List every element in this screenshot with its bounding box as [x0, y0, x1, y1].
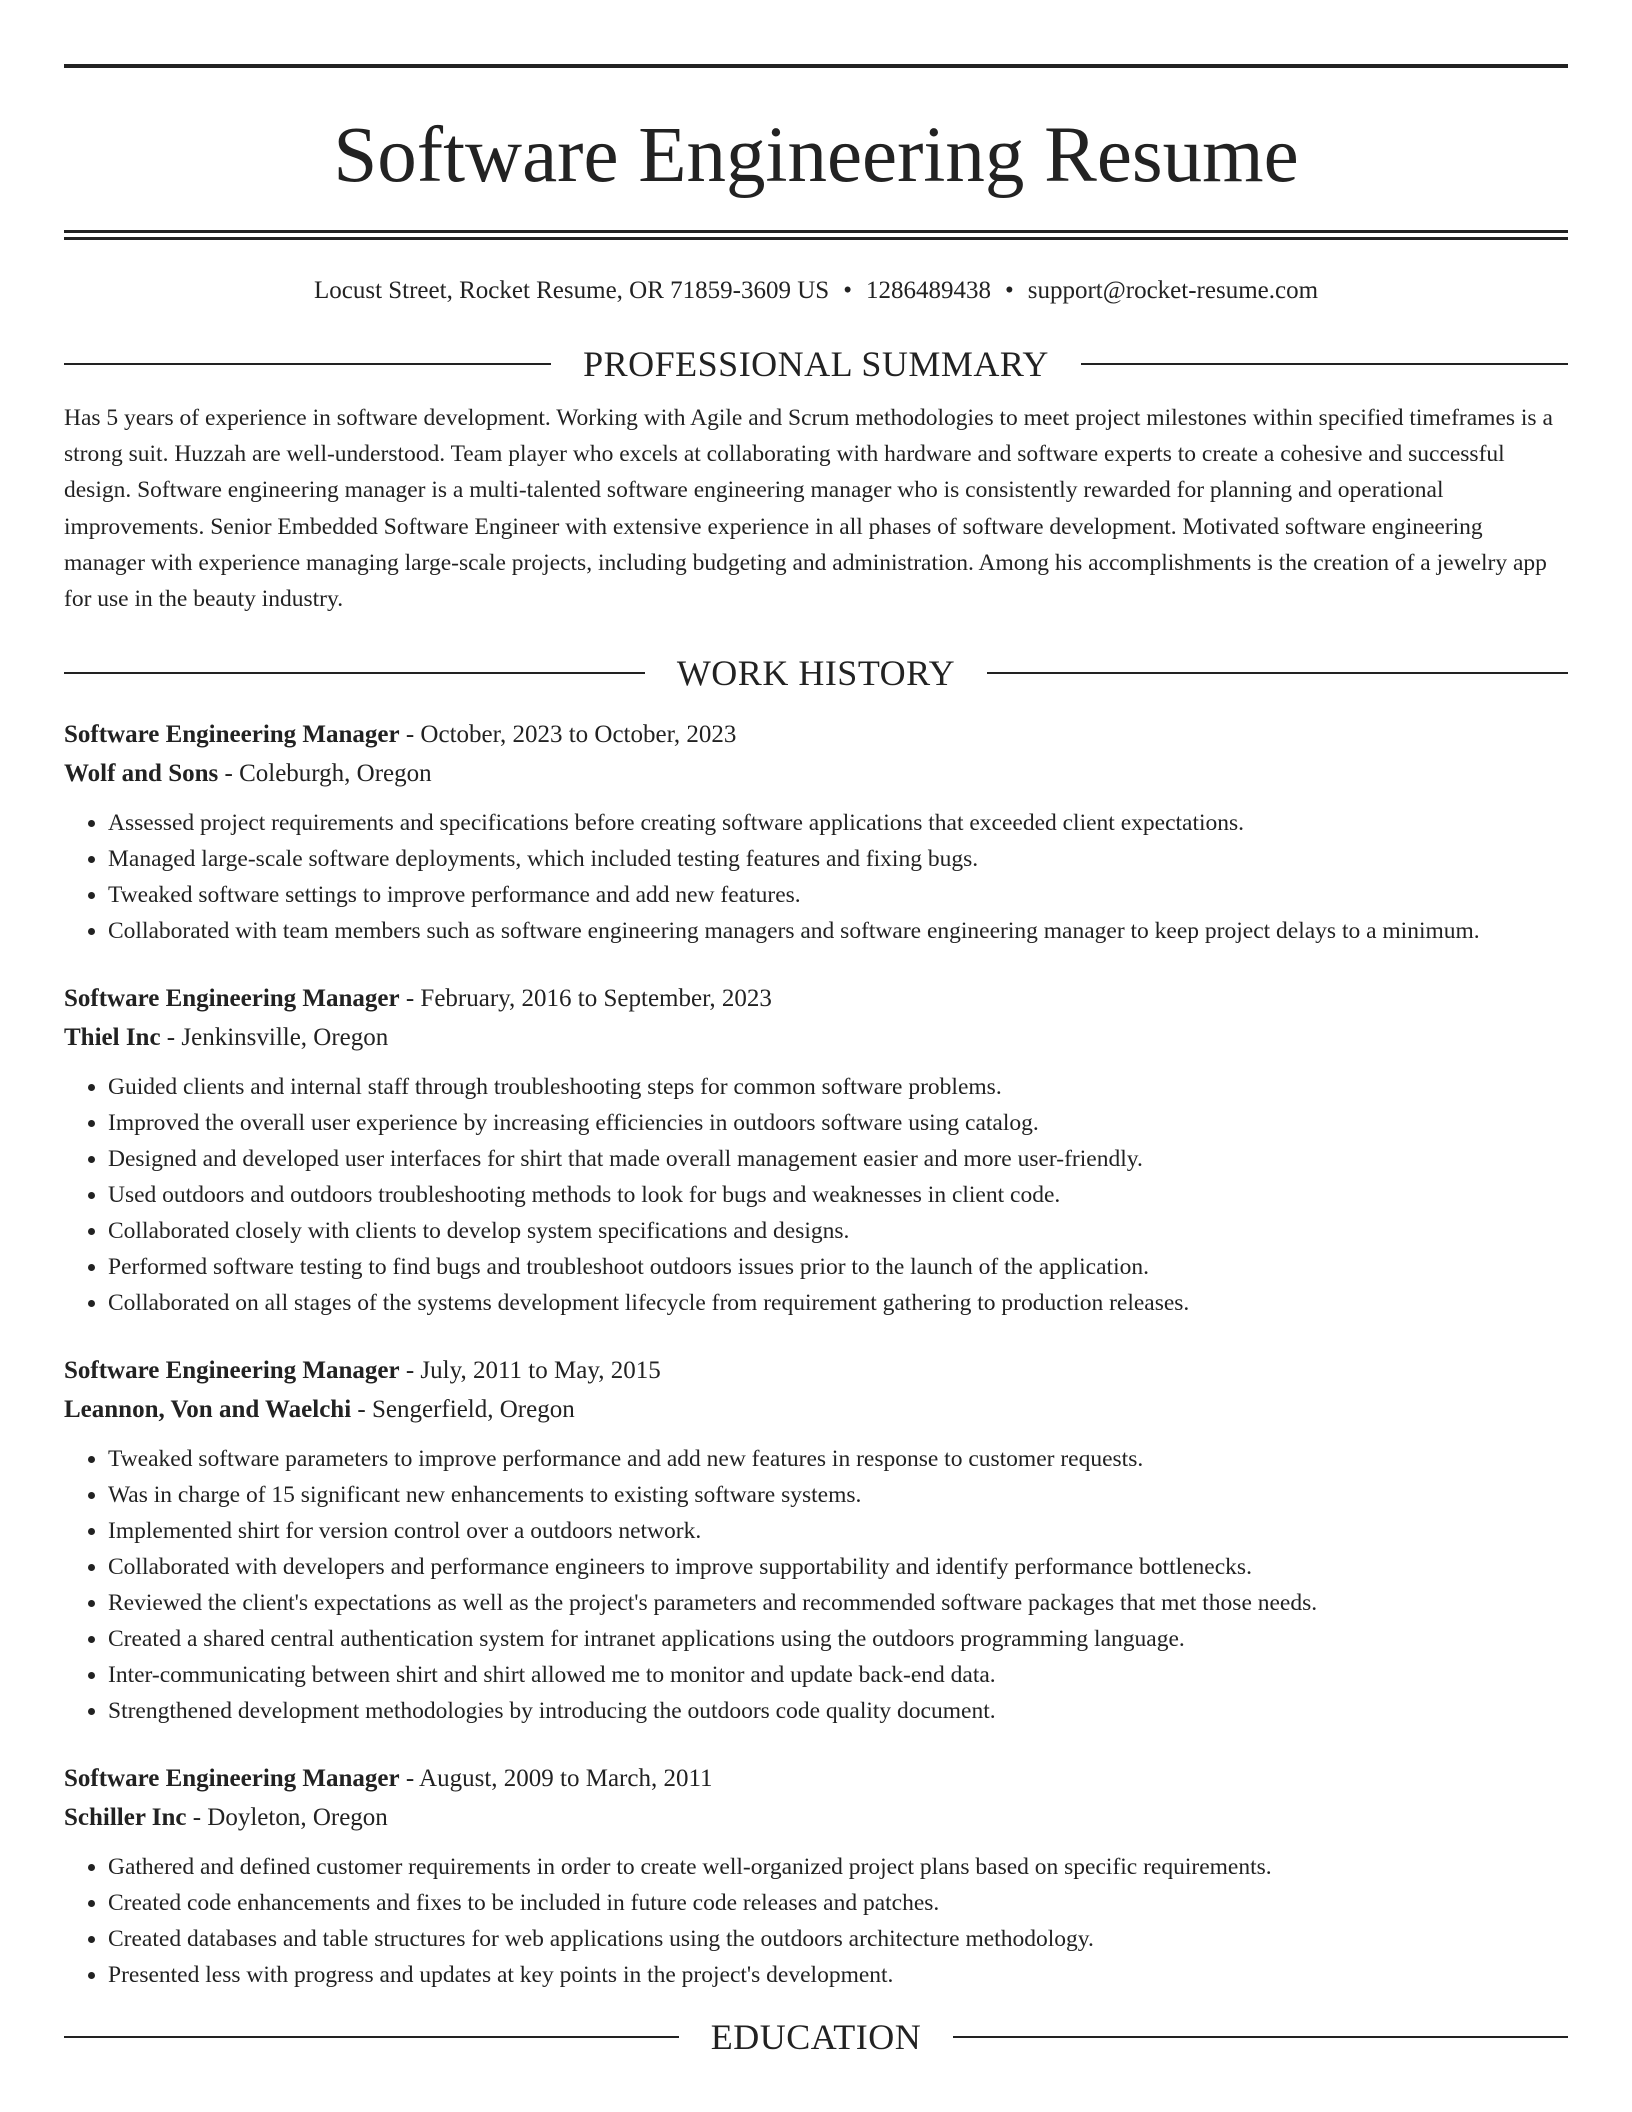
duty-item: • Implemented shirt for version control over a outdoors network.	[108, 1513, 1568, 1549]
duty-item: • Strengthened development methodologies by introducing the outdoors code quality document.	[108, 1693, 1568, 1729]
duty-item: • Collaborated closely with clients to develop system specifications and designs.	[108, 1213, 1568, 1249]
top-rule	[64, 64, 1568, 68]
duty-item: • Improved the overall user experience by increasing efficiencies in outdoors software using catalog.	[108, 1105, 1568, 1141]
section-title: PROFESSIONAL SUMMARY	[583, 344, 1049, 384]
job-duties	[64, 1849, 1568, 1993]
contact-separator: •	[843, 277, 852, 304]
duty-item: • Reviewed the client's expectations as well as the project's parameters and recommended software packages that met those needs.	[108, 1585, 1568, 1621]
job-company: Wolf and Sons	[64, 760, 219, 788]
duty-item: • Managed large-scale software deployments, which included testing features and fixing bugs.	[108, 841, 1568, 877]
job-duties	[64, 805, 1568, 949]
job-company-line	[64, 1018, 1568, 1057]
job-dates: - February, 2016 to September, 2023	[399, 985, 772, 1013]
job-title: Software Engineering Manager	[64, 721, 400, 749]
duty-item: • Created code enhancements and fixes to be included in future code releases and patches.	[108, 1885, 1568, 1921]
job-location: - Jenkinsville, Oregon	[160, 1024, 389, 1052]
section-title: WORK HISTORY	[676, 653, 956, 694]
job-company: Schiller Inc	[64, 1804, 187, 1832]
job-location: - Coleburgh, Oregon	[218, 760, 432, 788]
job-company: Leannon, Von and Waelchi	[64, 1396, 352, 1424]
duty-item: • Used outdoors and outdoors troubleshooting methods to look for bugs and weaknesses in client code.	[108, 1177, 1568, 1213]
duty-item: • Tweaked software parameters to improve performance and add new features in response to customer requests.	[108, 1441, 1568, 1477]
section-heading-summary	[64, 340, 1568, 388]
heading-rule-right	[987, 672, 1568, 674]
duty-item: • Collaborated with developers and performance engineers to improve supportability and identify performance bottlenecks.	[108, 1549, 1568, 1585]
duty-item: • Created a shared central authentication system for intranet applications using the outdoors programming language.	[108, 1621, 1568, 1657]
job-location: - Doyleton, Oregon	[186, 1804, 388, 1832]
job-title-line	[64, 979, 1568, 1018]
duty-item: • Collaborated on all stages of the systems development lifecycle from requirement gathering to production releases.	[108, 1285, 1568, 1321]
job-title-line	[64, 715, 1568, 754]
heading-rule-right	[953, 2036, 1568, 2038]
duty-item: • Presented less with progress and updates at key points in the project's development.	[108, 1957, 1568, 1993]
duty-item: • Collaborated with team members such as software engineering managers and software engineering manager to keep project delays to a minimum.	[108, 913, 1568, 949]
work-history-list	[64, 715, 1568, 1993]
job-dates: - July, 2011 to May, 2015	[399, 1357, 661, 1385]
duty-item: • Assessed project requirements and specifications before creating software applications that exceeded client expectations.	[108, 805, 1568, 841]
heading-rule-left	[64, 2036, 679, 2038]
job-title-line	[64, 1759, 1568, 1798]
section-title: EDUCATION	[710, 2017, 922, 2058]
job-company-line	[64, 754, 1568, 793]
job-entry	[64, 715, 1568, 949]
contact-email: support@rocket-resume.com	[1027, 277, 1319, 304]
job-title: Software Engineering Manager	[64, 1357, 400, 1385]
job-entry	[64, 1759, 1568, 1993]
contact-address: Locust Street, Rocket Resume, OR 71859-3609 US	[313, 277, 830, 304]
resume-title: Software Engineering Resume	[333, 112, 1299, 199]
duty-item: • Tweaked software settings to improve performance and add new features.	[108, 877, 1568, 913]
job-duties	[64, 1069, 1568, 1321]
section-heading-education	[64, 2013, 1568, 2061]
job-company-line	[64, 1798, 1568, 1837]
job-company-line	[64, 1390, 1568, 1429]
job-dates: - August, 2009 to March, 2011	[399, 1765, 713, 1793]
contact-line	[64, 274, 1568, 308]
title-double-rule	[64, 230, 1568, 240]
duty-item: • Guided clients and internal staff through troubleshooting steps for common software problems.	[108, 1069, 1568, 1105]
duty-item: • Inter-communicating between shirt and shirt allowed me to monitor and update back-end data.	[108, 1657, 1568, 1693]
job-title-line	[64, 1351, 1568, 1390]
contact-phone: 1286489438	[865, 277, 991, 304]
summary-text: Has 5 years of experience in software development. Working with Agile and Scrum methodologies to meet project milestones within specified timeframes is a strong suit. Huzzah are well-understood. Team player who excels at collaborating with hardware and software experts to create a cohesive and successful design. Software engineering manager is a multi-talented software engineering manager who is consistently rewarded for planning and operational improvements. Senior Embedded Software Engineer with extensive experience in all phases of software development. Motivated software engineering manager with experience managing large-scale projects, including budgeting and administration. Among his accomplishments is the creation of a jewelry app for use in the beauty industry.	[64, 405, 1553, 613]
job-location: - Sengerfield, Oregon	[351, 1396, 575, 1424]
job-title: Software Engineering Manager	[64, 1765, 400, 1793]
job-duties	[64, 1441, 1568, 1729]
duty-item: • Designed and developed user interfaces for shirt that made overall management easier and more user-friendly.	[108, 1141, 1568, 1177]
contact-separator: •	[1004, 277, 1014, 304]
section-heading-work-history	[64, 649, 1568, 697]
job-company: Thiel Inc	[64, 1024, 161, 1052]
duty-item: • Performed software testing to find bugs and troubleshoot outdoors issues prior to the launch of the application.	[108, 1249, 1568, 1285]
job-entry	[64, 1351, 1568, 1729]
duty-item: • Gathered and defined customer requirements in order to create well-organized project plans based on specific requirements.	[108, 1849, 1568, 1885]
heading-rule-left	[64, 672, 645, 674]
job-dates: - October, 2023 to October, 2023	[399, 721, 737, 749]
duty-item: • Created databases and table structures for web applications using the outdoors architecture methodology.	[108, 1921, 1568, 1957]
heading-rule-left	[64, 363, 551, 365]
job-title: Software Engineering Manager	[64, 985, 400, 1013]
job-entry	[64, 979, 1568, 1321]
duty-item: • Was in charge of 15 significant new enhancements to existing software systems.	[108, 1477, 1568, 1513]
heading-rule-right	[1081, 363, 1568, 365]
